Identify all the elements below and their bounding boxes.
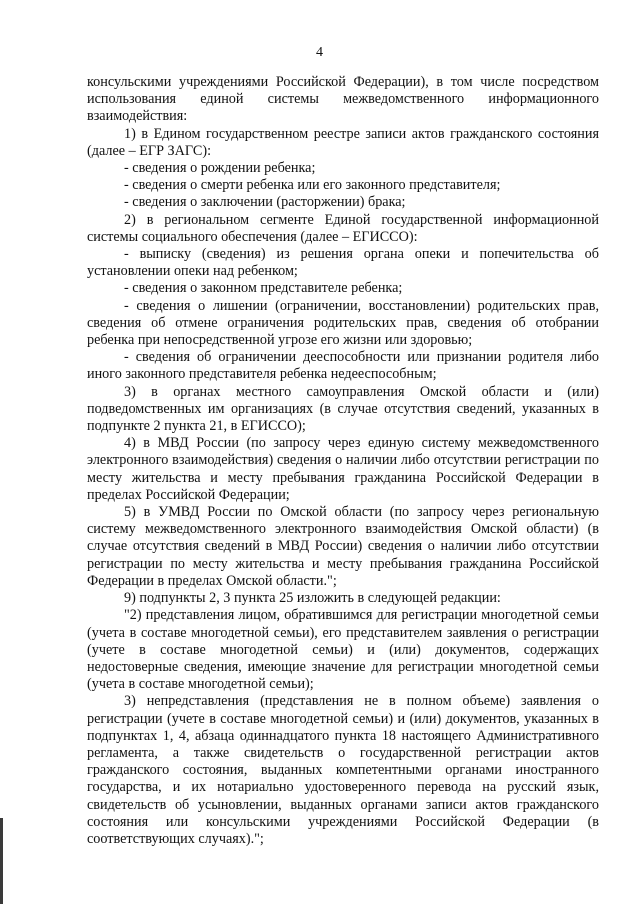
paragraph-legal-representative: - сведения о законном представителе ребенка; (124, 280, 403, 297)
paragraph-intro: консульскими учреждениями Российской Федерации), в том числе посредством использования единой системы межведомственного информационного взаимодействия: (87, 74, 599, 125)
scan-edge-mark (0, 818, 3, 904)
paragraph-guardianship-extract: - выписку (сведения) из решения органа опеки и попечительства об установлении опеки над ребенком; (87, 246, 599, 280)
paragraph-item-local-government: 3) в органах местного самоуправления Омской области и (или) подведомственных им организациях (в случае отсутствия сведений, указанных в подпункте 2 пункта 21, в ЕГИССО); (87, 383, 599, 435)
paragraph-amendment-9: 9) подпункты 2, 3 пункта 25 изложить в следующей редакции: (124, 590, 501, 607)
paragraph-parental-rights: - сведения о лишении (ограничении, восстановлении) родительских прав, сведения об отмене ограничения родительских прав, сведения об отобрании ребенка при непосредственной угрозе его жизни или здоровью; (87, 297, 599, 349)
page-number: 4 (316, 45, 323, 60)
paragraph-item-egisso: 2) в региональном сегменте Единой государственной информационной системы социального обеспечения (далее – ЕГИССО): (87, 211, 599, 245)
paragraph-capacity-limitation: - сведения об ограничении дееспособности или признании родителя либо иного законного представителя ребенка недееспособным; (87, 349, 599, 383)
paragraph-marriage-info: - сведения о заключении (расторжении) брака; (124, 194, 406, 211)
paragraph-birth-info: - сведения о рождении ребенка; (124, 160, 316, 177)
paragraph-death-info: - сведения о смерти ребенка или его законного представителя; (124, 177, 501, 194)
paragraph-item-umvd: 5) в УМВД России по Омской области (по запросу через региональную систему межведомственного электронного взаимодействия Омской области) (в случае отсутствия сведений в МВД России) сведения о наличии либо отсутствии регистрации по месту жительства и месту пребывания гражданина Российской Федерации в пределах Омской области."; (87, 504, 599, 589)
paragraph-item-egr-zags: 1) в Едином государственном реестре записи актов гражданского состояния (далее – ЕГР ЗАГС): (87, 125, 599, 159)
document-body (87, 74, 599, 848)
paragraph-subitem-3: 3) непредставления (представления не в полном объеме) заявления о регистрации (учете в составе многодетной семьи) и (или) документов, указанных в подпунктах 1, 4, абзаца одиннадцатого пункта 18 настоящего Административного регламента, а также свидетельств о государственной регистрации актов гражданского состояния, выданных компетентными органами иностранного государства, и их нотариально удостоверенного перевода на русский язык, свидетельств об усыновлении, выданных органами записи актов гражданского состояния или консульскими учреждениями Российской Федерации (в соответствующих случаях)."; (87, 693, 599, 847)
paragraph-subitem-2: "2) представления лицом, обратившимся для регистрации многодетной семьи (учета в составе многодетной семьи), его представителем заявления о регистрации (учете в составе многодетной семьи) и (или) документов, содержащих недостоверные сведения, имеющие значение для регистрации многодетной семьи (учета в составе многодетной семьи); (87, 607, 599, 693)
paragraph-item-mvd: 4) в МВД России (по запросу через единую систему межведомственного электронного взаимодействия) сведения о наличии либо отсутствии регистрации по месту жительства и месту пребывания гражданина Российской Федерации в пределах Российской Федерации; (87, 435, 599, 503)
